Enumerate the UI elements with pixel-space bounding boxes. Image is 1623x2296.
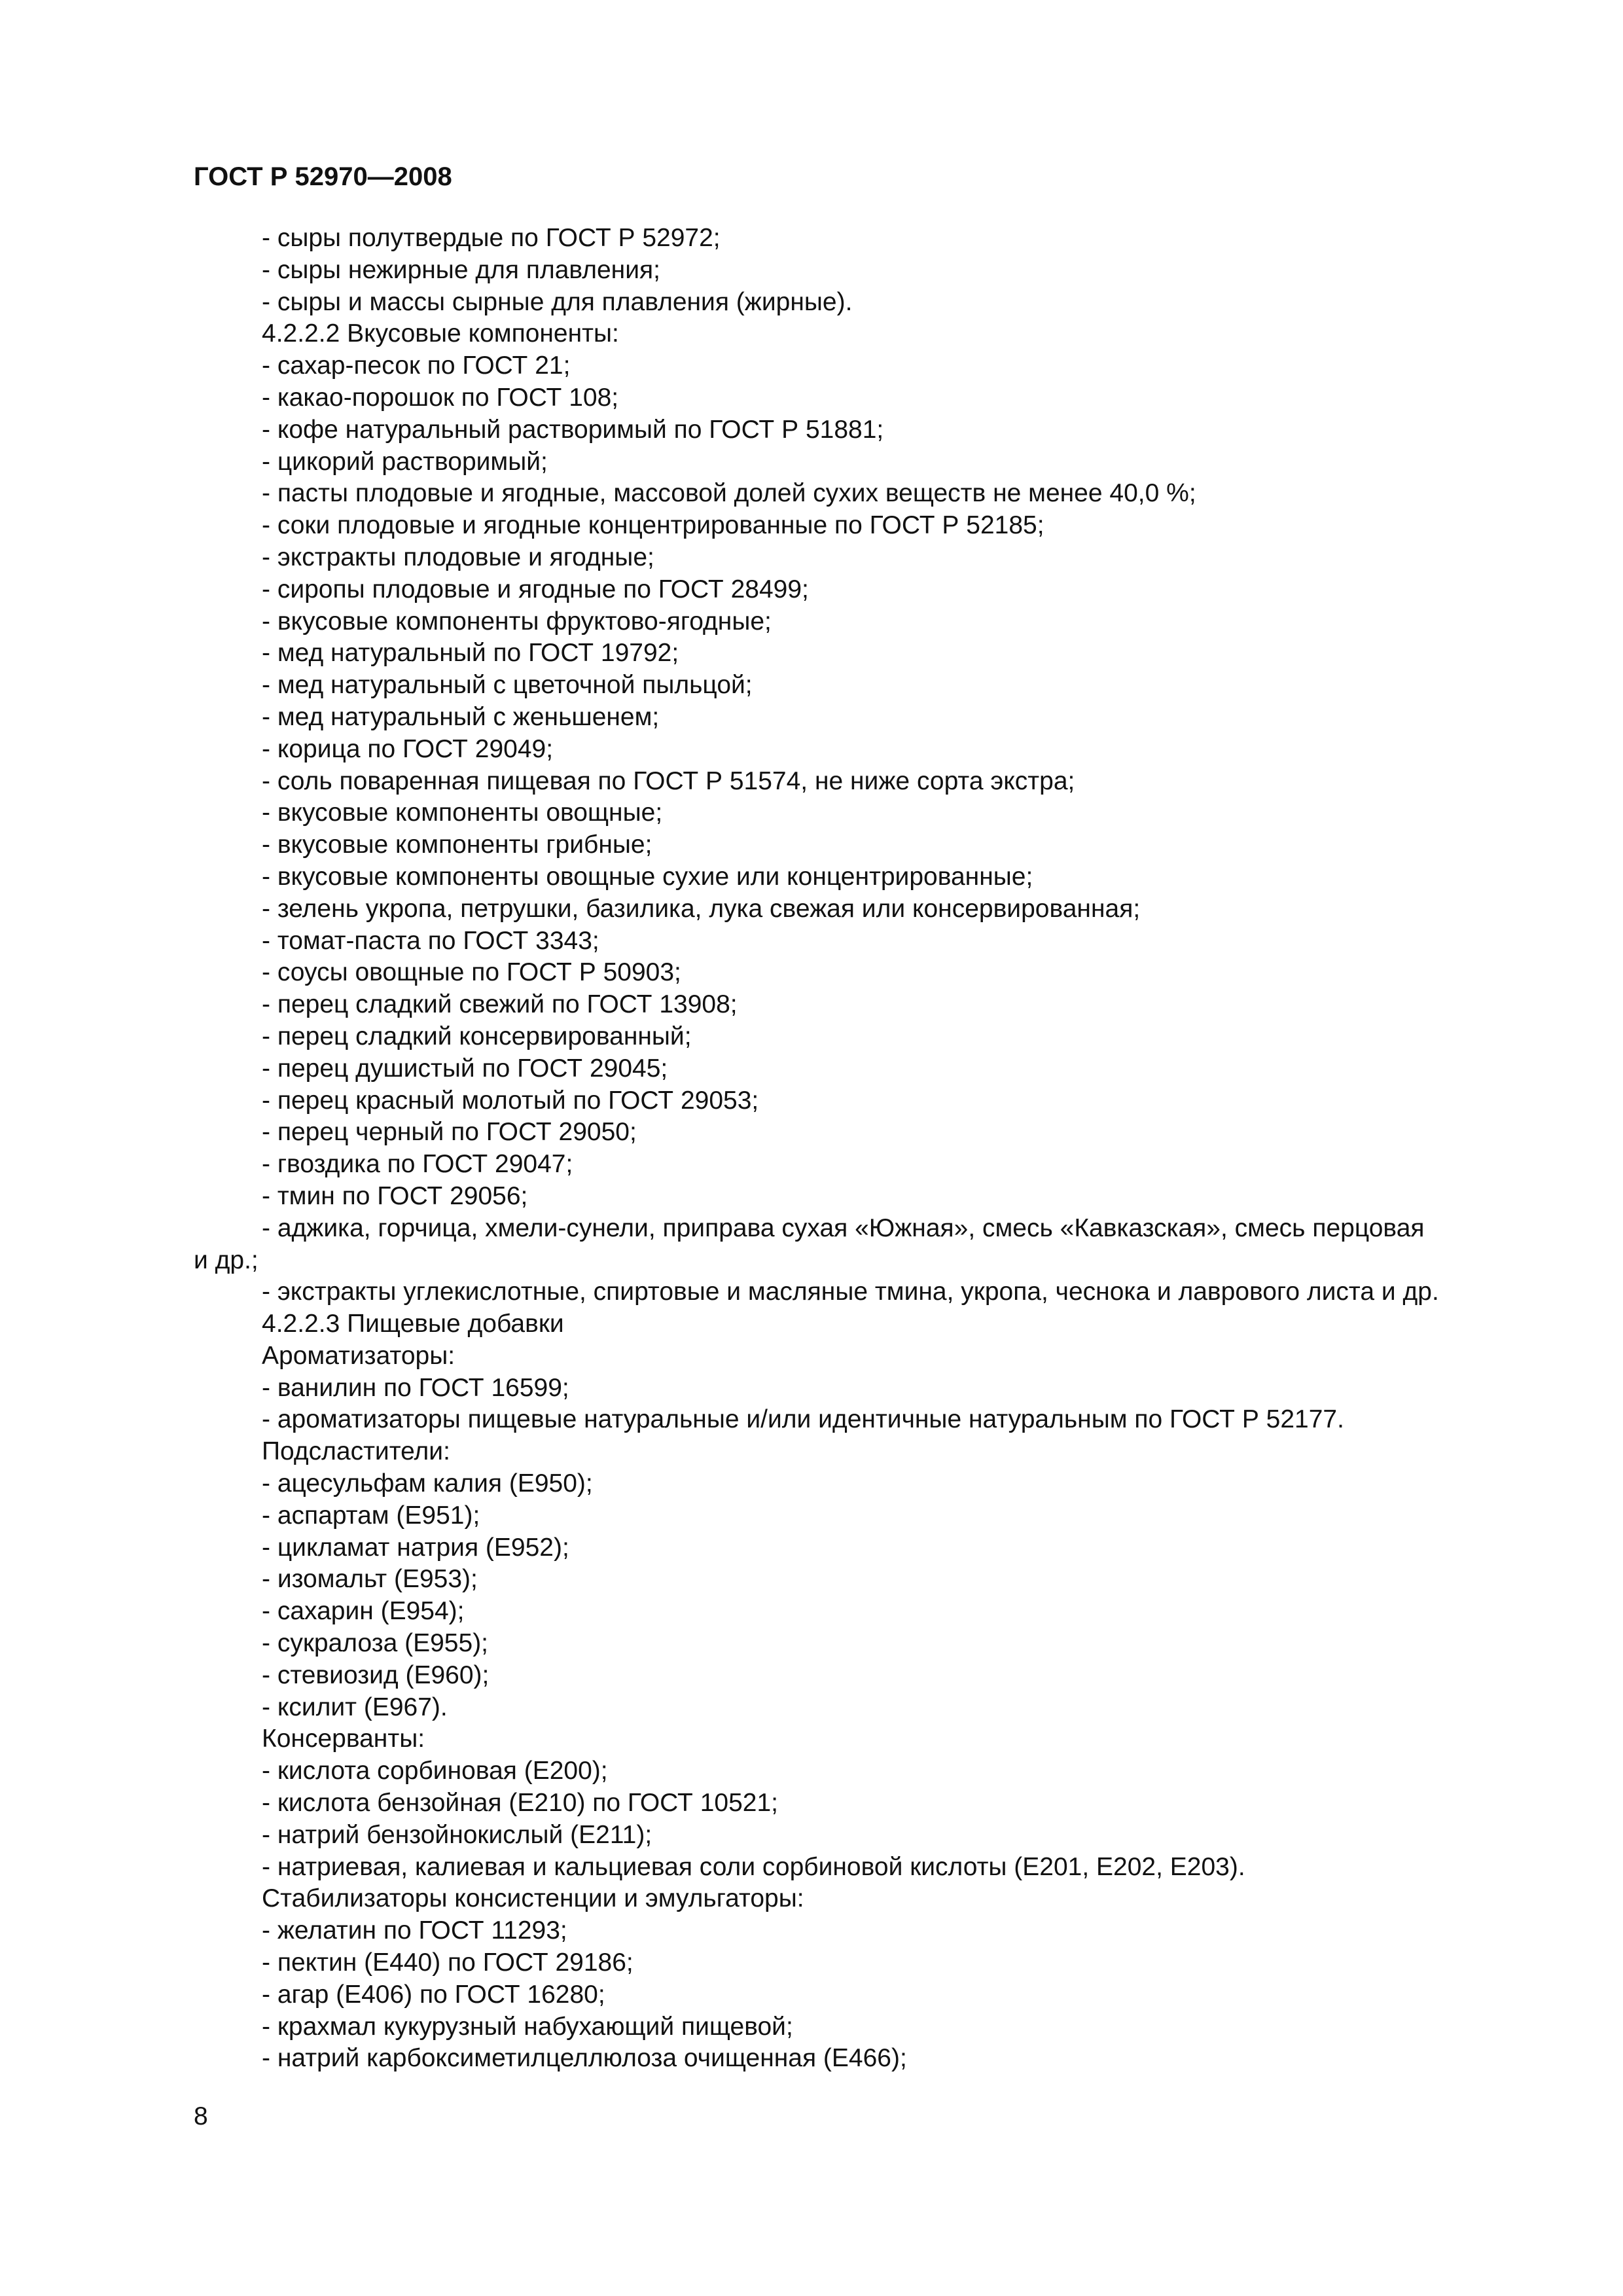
text-line: - кислота бензойная (Е210) по ГОСТ 10521; xyxy=(262,1789,778,1818)
text-line: - экстракты углекислотные, спиртовые и масляные тмина, укропа, чеснока и лаврового листа и др. xyxy=(262,1278,1439,1306)
text-line: - соусы овощные по ГОСТ Р 50903; xyxy=(262,958,681,987)
text-line: - пектин (Е440) по ГОСТ 29186; xyxy=(262,1948,633,1977)
text-line: - тмин по ГОСТ 29056; xyxy=(262,1181,528,1210)
text-line: - ацесульфам калия (Е950); xyxy=(262,1469,593,1498)
text-line: - аджика, горчица, хмели-сунели, приправа сухая «Южная», смесь «Кавказская», смесь перцовая xyxy=(262,1213,1425,1242)
text-line: - натрий бензойнокислый (Е211); xyxy=(262,1820,652,1849)
text-line: - вкусовые компоненты овощные сухие или концентрированные; xyxy=(262,862,1033,891)
text-line: - аспартам (Е951); xyxy=(262,1501,480,1530)
text-line: - ксилит (Е967). xyxy=(262,1693,448,1721)
text-line: - сукралоза (Е955); xyxy=(262,1629,489,1658)
document-body xyxy=(194,223,1529,2075)
text-line: - вкусовые компоненты фруктово-ягодные; xyxy=(262,607,772,636)
text-line-continuation: и др.; xyxy=(194,1246,259,1274)
section-heading: 4.2.2.3 Пищевые добавки xyxy=(262,1310,564,1338)
text-line: - натриевая, калиевая и кальциевая соли сорбиновой кислоты (Е201, Е202, Е203). xyxy=(262,1852,1245,1881)
subsection-label: Консерванты: xyxy=(262,1725,425,1753)
text-line: - крахмал кукурузный набухающий пищевой; xyxy=(262,2012,793,2041)
text-line: - ароматизаторы пищевые натуральные и/или идентичные натуральным по ГОСТ Р 52177. xyxy=(262,1405,1344,1434)
section-heading: 4.2.2.2 Вкусовые компоненты: xyxy=(262,319,619,348)
text-line: - сиропы плодовые и ягодные по ГОСТ 28499; xyxy=(262,575,809,603)
text-line: - зелень укропа, петрушки, базилика, лука свежая или консервированная; xyxy=(262,894,1141,923)
text-line: - соль поваренная пищевая по ГОСТ Р 51574, не ниже сорта экстра; xyxy=(262,766,1075,795)
text-line: - вкусовые компоненты грибные; xyxy=(262,831,652,859)
page-number: 8 xyxy=(194,2102,208,2130)
text-line: - соки плодовые и ягодные концентрированные по ГОСТ Р 52185; xyxy=(262,511,1044,540)
text-line: - изомальт (Е953); xyxy=(262,1565,478,1594)
text-line: - мед натуральный с женьшенем; xyxy=(262,702,660,731)
text-line: - сыры нежирные для плавления; xyxy=(262,255,660,284)
text-line: - кислота сорбиновая (Е200); xyxy=(262,1757,608,1785)
text-line: - сахар-песок по ГОСТ 21; xyxy=(262,351,571,380)
text-line: - стевиозид (Е960); xyxy=(262,1660,490,1689)
text-line: - желатин по ГОСТ 11293; xyxy=(262,1916,567,1945)
text-line: - натрий карбоксиметилцеллюлоза очищенная (Е466); xyxy=(262,2044,907,2073)
text-line: - пасты плодовые и ягодные, массовой долей сухих веществ не менее 40,0 %; xyxy=(262,479,1196,508)
text-line: - какао-порошок по ГОСТ 108; xyxy=(262,383,619,412)
text-line: - мед натуральный по ГОСТ 19792; xyxy=(262,639,679,668)
text-line: - экстракты плодовые и ягодные; xyxy=(262,543,654,571)
text-line: - цикорий растворимый; xyxy=(262,447,548,476)
text-line: - гвоздика по ГОСТ 29047; xyxy=(262,1150,573,1179)
subsection-label: Ароматизаторы: xyxy=(262,1341,455,1370)
text-line: - томат-паста по ГОСТ 3343; xyxy=(262,926,599,955)
text-line: - перец сладкий консервированный; xyxy=(262,1022,692,1050)
text-line: - сахарин (Е954); xyxy=(262,1597,465,1626)
text-line: - вкусовые компоненты овощные; xyxy=(262,798,663,827)
text-line: - перец душистый по ГОСТ 29045; xyxy=(262,1054,668,1083)
subsection-label: Подсластители: xyxy=(262,1437,450,1466)
subsection-label: Стабилизаторы консистенции и эмульгаторы: xyxy=(262,1884,804,1913)
text-line: - сыры полутвердые по ГОСТ Р 52972; xyxy=(262,224,721,252)
text-line: - мед натуральный с цветочной пыльцой; xyxy=(262,671,753,700)
text-line: - сыры и массы сырные для плавления (жирные). xyxy=(262,287,853,316)
text-line: - корица по ГОСТ 29049; xyxy=(262,734,554,763)
text-line: - перец черный по ГОСТ 29050; xyxy=(262,1118,637,1147)
text-line: - агар (Е406) по ГОСТ 16280; xyxy=(262,1980,605,2009)
text-line: - ванилин по ГОСТ 16599; xyxy=(262,1373,569,1402)
text-line: - кофе натуральный растворимый по ГОСТ Р 51881; xyxy=(262,415,884,444)
text-line: - цикламат натрия (Е952); xyxy=(262,1533,569,1562)
text-line: - перец сладкий свежий по ГОСТ 13908; xyxy=(262,990,738,1019)
document-header: ГОСТ Р 52970—2008 xyxy=(194,162,452,191)
text-line: - перец красный молотый по ГОСТ 29053; xyxy=(262,1086,759,1115)
